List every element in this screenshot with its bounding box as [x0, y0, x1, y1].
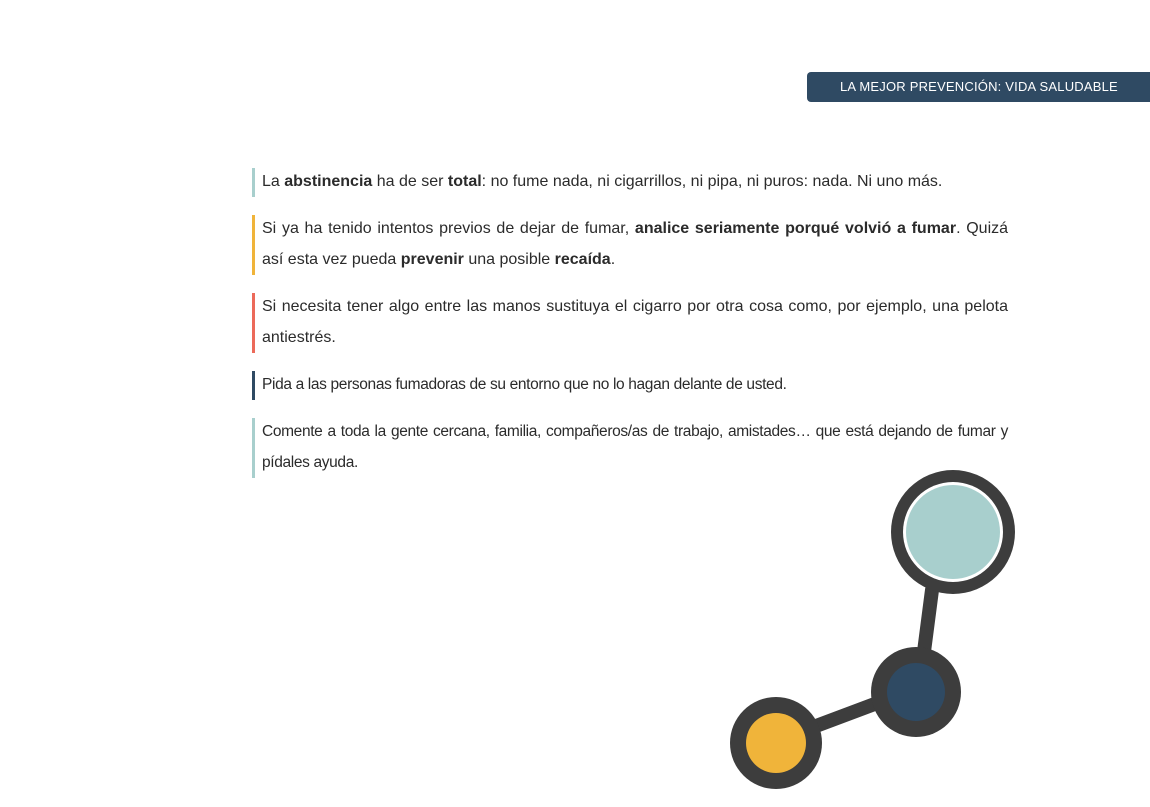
tip-text: . Quizá así esta vez pueda — [262, 220, 1009, 268]
section-header-title: LA MEJOR PREVENCIÓN: VIDA SALUDABLE — [840, 79, 1118, 94]
tip-bold-text: prevenir — [400, 251, 464, 268]
tips-list — [252, 166, 1008, 494]
tip-text: : no fume nada, ni cigarrillos, ni pipa, ni puros: nada. Ni uno más. — [481, 173, 943, 190]
tip-text: una posible — [463, 251, 555, 268]
tip-text: Si necesita tener algo entre las manos sustituya el cigarro por otra cosa como, por ejemplo, una pelota antiestrés. — [262, 298, 1008, 346]
tip-item — [252, 213, 1008, 275]
tip-bold-text: analice seriamente porqué volvió a fumar — [634, 220, 957, 237]
top-circle-fill — [906, 485, 1000, 579]
tip-item — [252, 166, 1008, 197]
section-header-tab — [807, 72, 1150, 102]
tip-color-bar — [252, 293, 255, 353]
tip-item — [252, 369, 1008, 400]
tip-color-bar — [252, 168, 255, 197]
tip-text: Si ya ha tenido intentos previos de dejar de fumar, — [262, 220, 635, 237]
tip-text: . — [610, 251, 616, 268]
tip-item — [252, 291, 1008, 353]
bottom-circle-fill — [746, 713, 806, 773]
tip-text: ha de ser — [372, 173, 448, 190]
tip-color-bar — [252, 418, 255, 478]
molecule-decoration — [720, 462, 1040, 802]
tip-text: Pida a las personas fumadoras de su entorno que no lo hagan delante de usted. — [262, 376, 787, 393]
tip-bold-text: abstinencia — [284, 173, 373, 190]
tip-bold-text: total — [447, 173, 482, 190]
tip-text: La — [262, 173, 285, 190]
tip-text: Comente a toda la gente cercana, familia, compañeros/as de trabajo, amistades… que está dejando de fumar y pídales ayuda. — [262, 423, 1008, 471]
tip-color-bar — [252, 371, 255, 400]
tip-bold-text: recaída — [554, 251, 611, 268]
middle-circle-fill — [887, 663, 945, 721]
tip-color-bar — [252, 215, 255, 275]
